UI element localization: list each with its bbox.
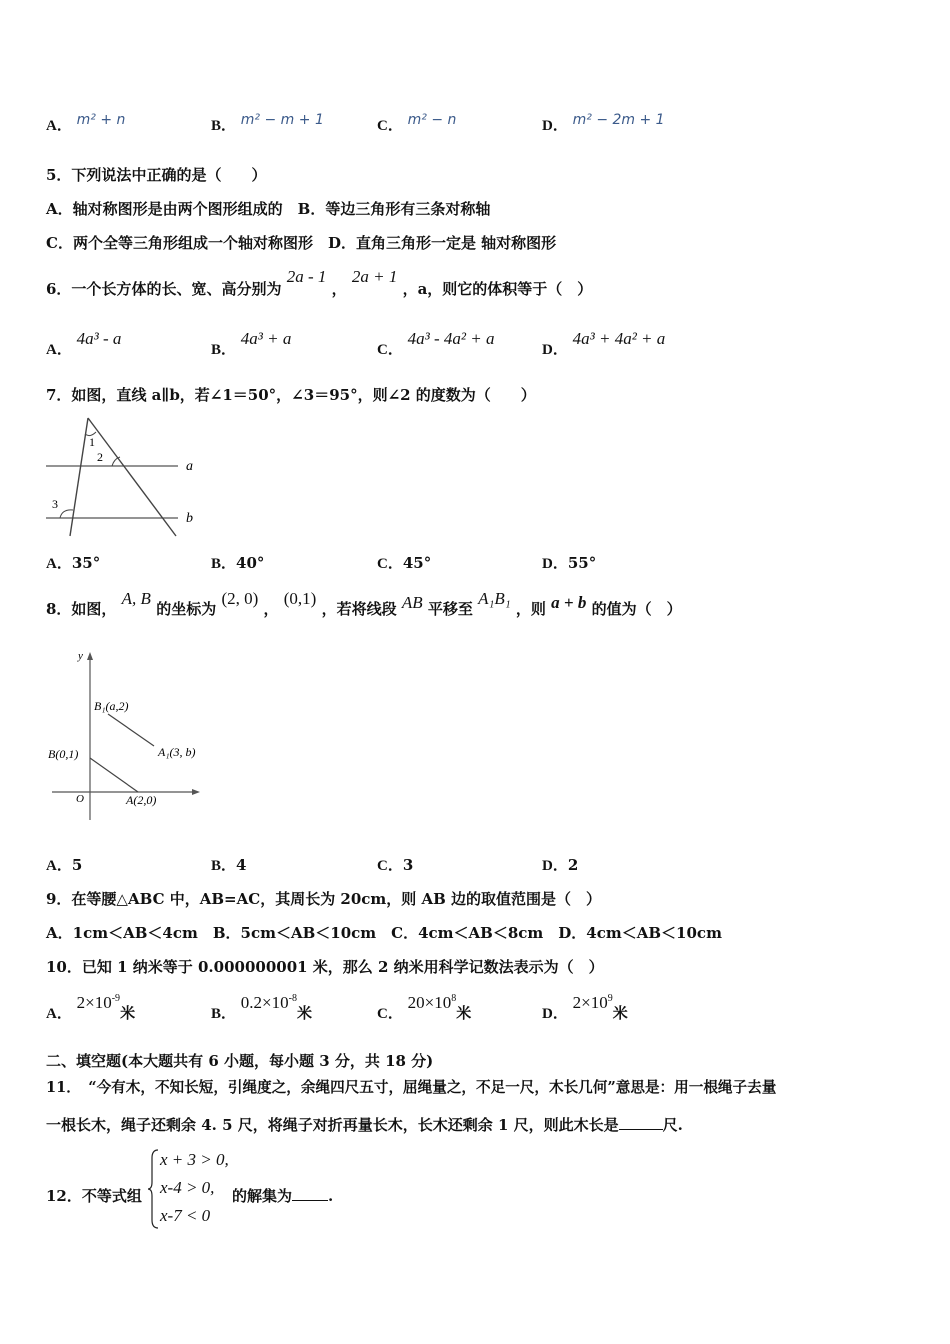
q12-inequality-3: x-7 < 0 [160,1206,211,1225]
option-text: 35° [71,554,101,572]
option-text: 5 [71,856,83,874]
option-letter: B． [211,342,237,358]
option-letter: C． [377,118,403,134]
angle1-label: 1 [89,435,95,449]
q8-segment: AB [401,593,423,612]
q11-line2-text: 一根长木，绳子还剩余 4. 5 尺，将绳子对折再量长木，长木还剩余 1 尺，则此木长是 [46,1116,619,1134]
segment-ab [90,758,138,792]
option-exponent: 9 [607,993,613,1004]
option-letter: B． [211,1006,237,1022]
option-text: 40° [236,554,265,572]
q10-option-c [377,993,472,1023]
option-expression: 4a³ + 4a² + a [572,329,666,348]
q10-option-d [542,993,628,1023]
option-unit: 米 [296,1004,312,1022]
q12-inequality-1: x + 3 > 0, [160,1150,229,1169]
q5-options-line1: A．轴对称图形是由两个图形组成的 B．等边三角形有三条对称轴 [46,200,491,218]
option-letter: D． [542,1006,568,1022]
q11-line1: 11． “今有木，不知长短，引绳度之，余绳四尺五寸，屈绳量之，不足一尺，木长几何”意思是：用一根绳子去量 [46,1079,777,1096]
option-exponent: 8 [451,993,457,1004]
option-letter: A． [46,556,72,572]
answer-blank [619,1128,663,1130]
option-letter: C． [377,556,403,572]
q6-stem-prefix: 6．一个长方体的长、宽、高分别为 [46,280,282,298]
option-exponent: -9 [111,993,121,1004]
q12-suffix [232,1185,333,1206]
option-expression [408,993,457,1012]
option-letter: C． [377,1006,403,1022]
q8-option-b [211,854,246,875]
b1-label: B₁(a,2) [94,699,129,713]
answer-blank [292,1199,328,1201]
q8-sum-expr: a + b [551,593,587,612]
q8-segment-translated: A₁B₁ [478,589,511,608]
option-letter: A． [46,118,72,134]
q8-text5: 的值为（ ） [591,600,682,618]
y-axis-arrow [87,652,93,660]
q9-stem: 9．在等腰△ABC 中，AB=AC，其周长为 20cm，则 AB 边的取值范围是（ ） [46,890,602,908]
q7-option-b [211,552,264,573]
option-letter: B． [211,858,237,874]
q6-length-expr: 2a - 1 [286,267,327,286]
option-letter: C． [377,342,403,358]
option-letter: B． [211,118,237,134]
option-text: 3 [402,856,414,874]
section-heading: 二、填空题(本大题共有 6 小题，每小题 3 分，共 18 分) [46,1052,434,1070]
q6-separator: ， [331,280,347,298]
x-axis-arrow [192,789,200,795]
option-base: 20×10 [407,993,452,1012]
q8-text1: 的坐标为 [156,600,217,618]
q8-stem [46,589,682,619]
q8-text2: ，若将线段 [321,600,397,618]
line-a-label: a [186,459,193,474]
option-base: 0.2×10 [240,993,289,1012]
option-letter: A． [46,1006,72,1022]
q12-inequality-2: x-4 > 0, [160,1178,215,1197]
q8-coordinate-figure [44,644,224,824]
option-expression: 4a³ - 4a² + a [407,329,495,348]
q7-option-c [377,552,431,573]
q11-line2-suffix: 尺. [662,1116,683,1134]
q6-option-b [211,329,292,359]
option-expression [77,993,120,1012]
q5-stem: 5．下列说法中正确的是（ ） [46,166,267,184]
q8-option-c [377,854,413,875]
q6-option-c [377,329,495,359]
q12-end: . [328,1187,334,1205]
q10-option-b [211,993,312,1023]
q8-text3: 平移至 [427,600,473,618]
option-text: 4 [236,856,247,874]
option-letter: D． [542,556,568,572]
option-base: 2×10 [572,993,608,1012]
option-unit: 米 [456,1004,472,1022]
q6-option-d [542,329,666,359]
a-label: A(2,0) [126,793,157,807]
option-expression [573,993,613,1012]
option-expression: 4a³ + a [240,329,292,348]
q7-stem: 7．如图，直线 a∥b，若∠1＝50°，∠3＝95°，则∠2 的度数为（ ） [46,386,536,404]
q4-option-c [377,114,456,135]
option-expression: m² − n [407,112,457,128]
option-unit: 米 [120,1004,136,1022]
option-text: 2 [567,856,579,874]
q8-coord-b: (0,1) [283,589,317,608]
a1-label: A₁(3, b) [158,745,196,759]
q10-stem: 10．已知 1 纳米等于 0.000000001 米，那么 2 纳米用科学记数法表示为（ ） [46,958,604,976]
option-unit: 米 [612,1004,628,1022]
option-text: 45° [402,554,432,572]
q4-option-b [211,114,324,135]
q12-suffix-text: 的解集为 [232,1187,293,1205]
option-letter: D． [542,118,568,134]
q12-brace [148,1148,160,1230]
q6-stem [46,267,593,299]
q8-points: A, B [121,589,151,608]
angle3-arc [60,510,73,518]
q4-option-a [46,114,125,135]
b-label: B(0,1) [48,747,79,761]
option-text: 55° [567,554,597,572]
q8-option-a [46,854,82,875]
option-letter: B． [211,556,237,572]
option-expression: m² + n [76,112,126,128]
q8-text4: ，则 [515,600,546,618]
q6-stem-suffix: ，a，则它的体积等于（ ） [402,280,593,298]
option-base: 2×10 [76,993,112,1012]
q11-line2 [46,1114,683,1135]
angle2-label: 2 [97,450,103,464]
q8-separator: ， [263,600,279,618]
angle3-label: 3 [52,497,58,511]
origin-label: O [76,793,84,805]
q6-option-a [46,329,122,359]
q5-options-line2: C．两个全等三角形组成一个轴对称图形 D．直角三角形一定是 轴对称图形 [46,234,557,252]
option-letter: C． [377,858,403,874]
option-letter: A． [46,858,72,874]
q6-width-expr: 2a + 1 [351,267,398,286]
q8-coord-a: (2, 0) [221,589,259,608]
q7-option-d [542,552,596,573]
q10-option-a [46,993,136,1023]
q4-option-d [542,114,665,135]
option-letter: A． [46,342,72,358]
option-expression: 4a³ - a [76,329,122,348]
q7-option-a [46,552,100,573]
q12-prefix: 12．不等式组 [46,1187,142,1205]
option-exponent: -8 [288,993,297,1004]
option-letter: D． [542,858,568,874]
q7-figure [40,412,210,542]
option-expression [241,993,297,1012]
segment-a1b1 [108,714,154,746]
option-expression: m² − m + 1 [240,112,324,128]
q8-prefix: 8．如图， [46,600,117,618]
q9-options: A．1cm＜AB＜4cm B．5cm＜AB＜10cm C．4cm＜AB＜8cm D．4cm＜AB＜10cm [46,924,722,942]
q8-option-d [542,854,578,875]
line-b-label: b [186,511,193,526]
option-expression: m² − 2m + 1 [572,112,665,128]
option-letter: D． [542,342,568,358]
y-axis-label: y [78,650,83,662]
